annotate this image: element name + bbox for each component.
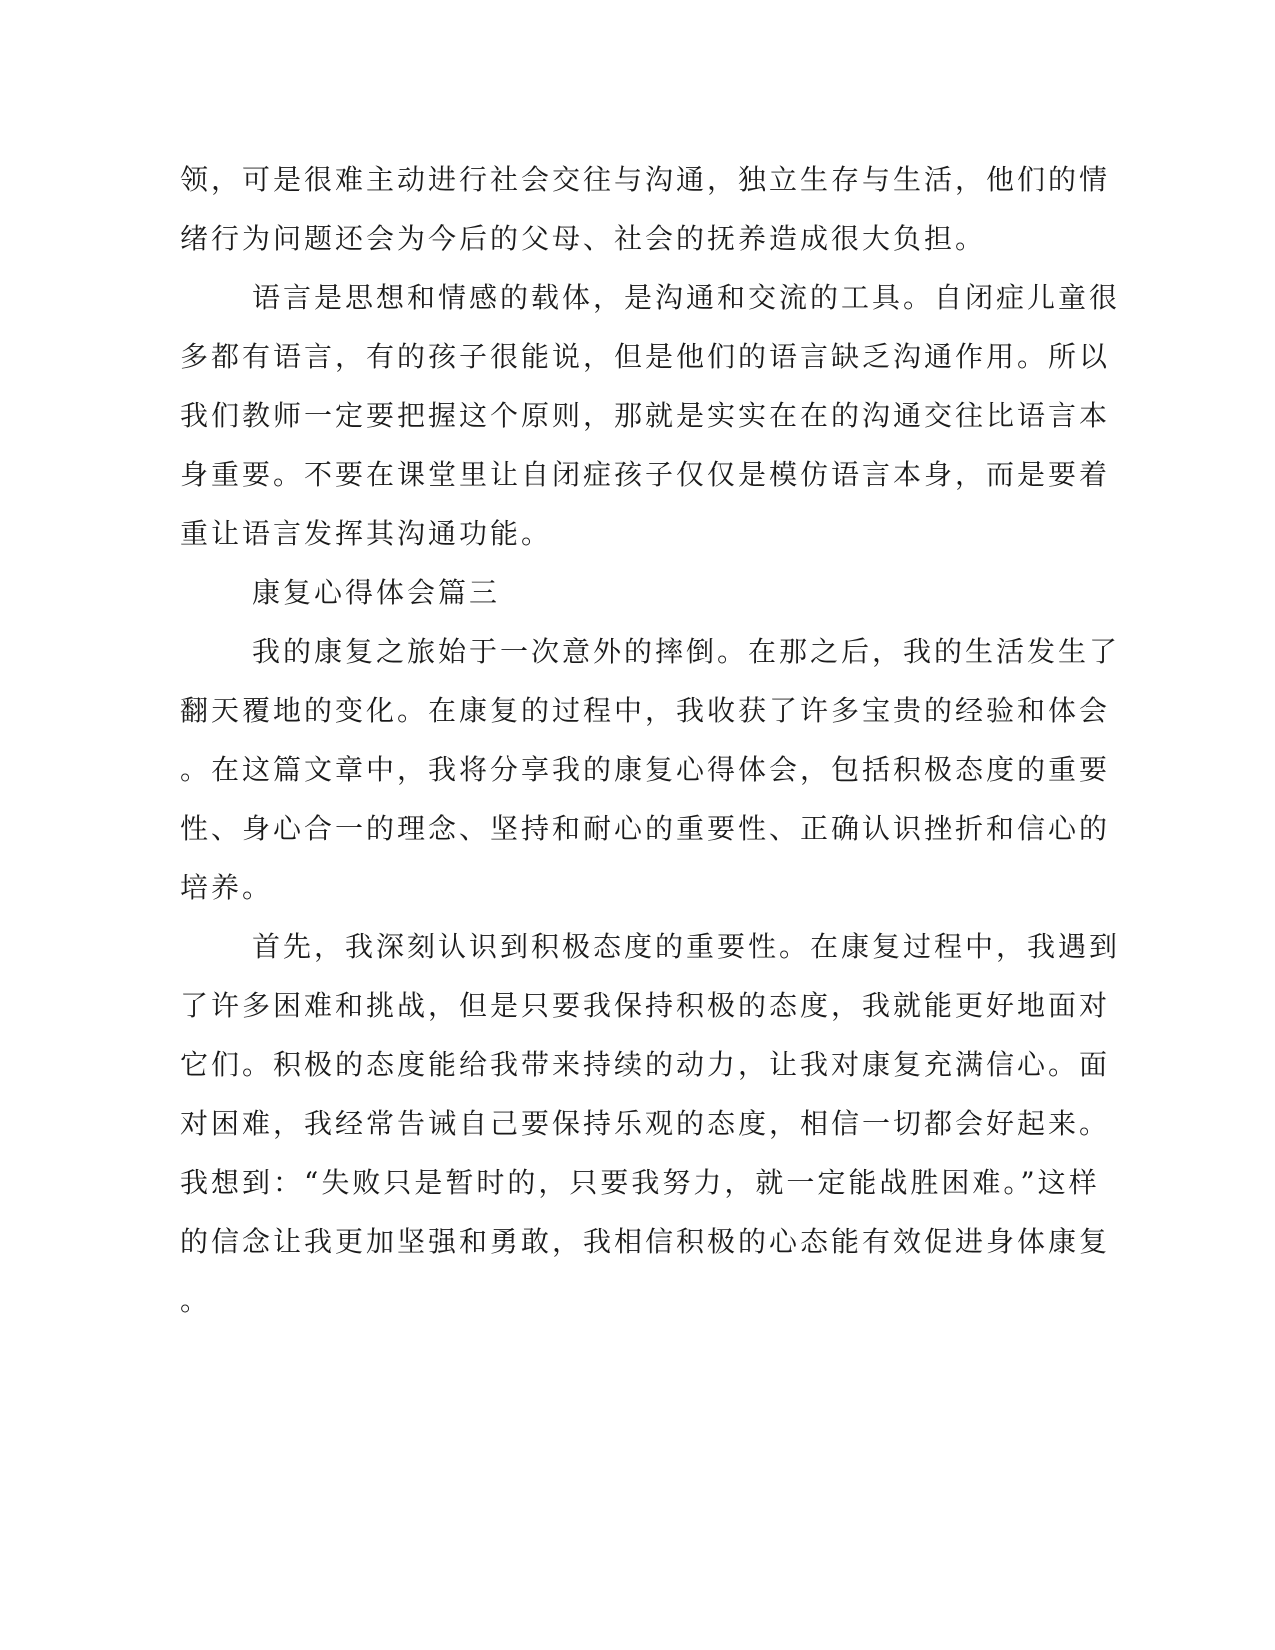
text-line: 我想到：“失败只是暂时的，只要我努力，就一定能战胜困难。”这样 [180,1166,1100,1199]
text-line: 绪行为问题还会为今后的父母、社会的抚养造成很大负担。 [180,222,987,255]
paragraph-first-line: 语言是思想和情感的载体，是沟通和交流的工具。自闭症儿童很 [252,281,1121,314]
text-line: 对困难，我经常告诫自己要保持乐观的态度，相信一切都会好起来。 [180,1107,1111,1140]
text-line: 的信念让我更加坚强和勇敢，我相信积极的心态能有效促进身体康复 [180,1225,1111,1258]
text-line: 领，可是很难主动进行社会交往与沟通，独立生存与生活，他们的情 [180,163,1111,196]
paragraph-first-line: 我的康复之旅始于一次意外的摔倒。在那之后，我的生活发生了 [252,635,1121,668]
text-line: 性、身心合一的理念、坚持和耐心的重要性、正确认识挫折和信心的 [180,812,1111,845]
text-line: 它们。积极的态度能给我带来持续的动力，让我对康复充满信心。面 [180,1048,1111,1081]
text-line: 培养。 [180,871,274,904]
text-line: 重让语言发挥其沟通功能。 [180,517,553,550]
paragraph-first-line: 首先，我深刻认识到积极态度的重要性。在康复过程中，我遇到 [252,930,1121,963]
text-line: 。 [180,1284,212,1317]
text-line: 身重要。不要在课堂里让自闭症孩子仅仅是模仿语言本身，而是要着 [180,458,1111,491]
text-line: 。在这篇文章中，我将分享我的康复心得体会，包括积极态度的重要 [180,753,1111,786]
text-line: 翻天覆地的变化。在康复的过程中，我收获了许多宝贵的经验和体会 [180,694,1111,727]
section-heading: 康复心得体会篇三 [252,576,501,609]
text-line: 多都有语言，有的孩子很能说，但是他们的语言缺乏沟通作用。所以 [180,340,1111,373]
text-line: 我们教师一定要把握这个原则，那就是实实在在的沟通交往比语言本 [180,399,1111,432]
text-line: 了许多困难和挑战，但是只要我保持积极的态度，我就能更好地面对 [180,989,1111,1022]
